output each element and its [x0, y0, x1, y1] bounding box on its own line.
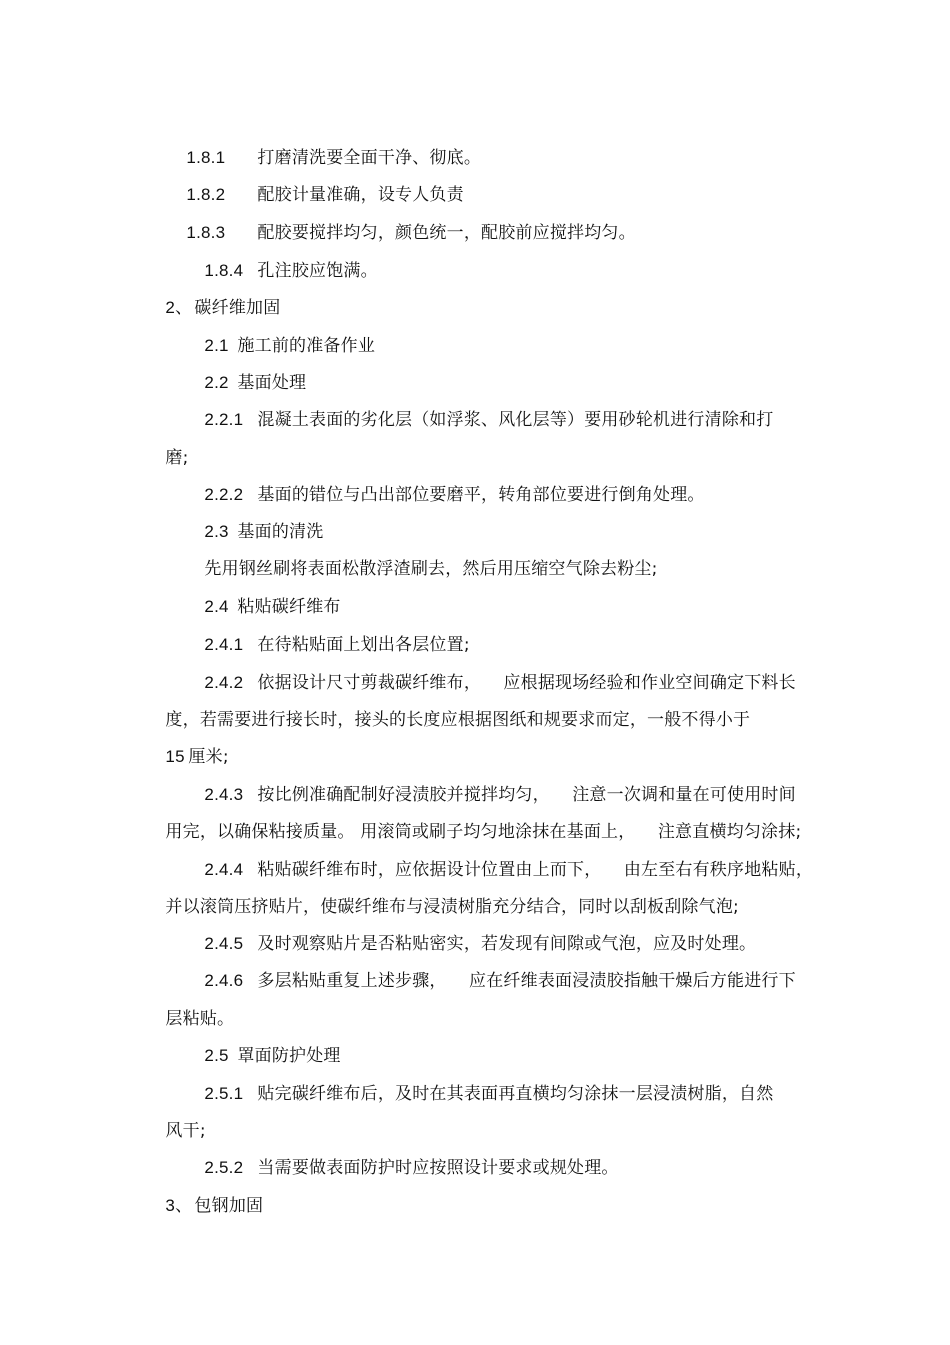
item-text: 先用钢丝刷将表面松散浮渣刷去，然后用压缩空气除去粉尘;: [204, 559, 658, 579]
item-text: 基面的错位与凸出部位要磨平，转角部位要进行倒角处理。: [257, 485, 705, 505]
section-number: 3、: [165, 1196, 193, 1215]
item-text: 风干;: [165, 1121, 206, 1141]
item-number: 1.8.3: [186, 223, 226, 242]
item-number: 1.8.1: [186, 148, 226, 167]
item-number: 2.2: [204, 373, 229, 392]
item-number: 2.3: [204, 522, 229, 541]
item-text: 基面的清洗: [237, 522, 324, 542]
item-text: 混凝土表面的劣化层（如浮浆、风化层等）要用砂轮机进行清除和打: [257, 410, 774, 430]
item-text: 当需要做表面防护时应按照设计要求或规处理。: [257, 1158, 619, 1178]
item-text: 用完，以确保粘接质量。 用滚筒或刷子均匀地涂抹在基面上， 注意直横均匀涂抹;: [165, 822, 802, 842]
item-number: 2.4.3: [204, 785, 244, 804]
item-text: 依据设计尺寸剪裁碳纤维布， 应根据现场经验和作业空间确定下料长: [257, 673, 796, 693]
item-number: 2.5.1: [204, 1084, 244, 1103]
item-text: 贴完碳纤维布后，及时在其表面再直横均匀涂抹一层浸渍树脂，自然: [257, 1084, 774, 1104]
item-text: 孔注胶应饱满。: [257, 261, 378, 281]
item-number: 2.5.2: [204, 1158, 244, 1177]
item-number: 1.8.4: [204, 261, 244, 280]
section-title: 碳纤维加固: [194, 298, 281, 318]
item-text: 厘米;: [188, 747, 229, 767]
item-number: 2.4.6: [204, 971, 244, 990]
item-text: 打磨清洗要全面干净、彻底。: [257, 148, 482, 168]
item-2-4-2-cont: [143, 687, 750, 753]
item-text: 配胶计量准确，设专人负责: [257, 185, 464, 205]
item-text: 并以滚筒压挤贴片，使碳纤维布与浸渍树脂充分结合，同时以刮板刮除气泡;: [165, 897, 739, 917]
item-number: 1.8.2: [186, 185, 226, 204]
item-text: 及时观察贴片是否粘贴密实，若发现有间隙或气泡，应及时处理。: [257, 934, 757, 954]
item-text: 粘贴碳纤维布时，应依据设计位置由上而下， 由左至右有秩序地粘贴，: [257, 860, 814, 880]
item-text: 在待粘贴面上划出各层位置;: [257, 635, 470, 655]
item-text: 层粘贴。: [165, 1009, 235, 1029]
item-text: 多层粘贴重复上述步骤， 应在纤维表面浸渍胶指触干燥后方能进行下: [257, 971, 796, 991]
item-text: 配胶要搅拌均匀，颜色统一，配胶前应搅拌均匀。: [257, 223, 636, 243]
item-text: 施工前的准备作业: [237, 336, 376, 356]
item-2-4-6: [182, 948, 796, 1014]
item-number: 2.2.2: [204, 485, 244, 504]
section-heading-3: [143, 1173, 263, 1239]
item-text: 磨;: [165, 448, 189, 468]
item-text: 基面处理: [237, 373, 307, 393]
item-2-5-1: [182, 1061, 773, 1127]
item-text: 按比例准确配制好浸渍胶并搅拌均匀， 注意一次调和量在可使用时间: [257, 785, 796, 805]
item-text: 度，若需要进行接长时，接头的长度应根据图纸和规要求而定，一般不得小于: [165, 710, 751, 730]
item-number: 2.4.2: [204, 673, 244, 692]
item-number: 2.5: [204, 1046, 229, 1065]
item-number: 2.4.4: [204, 860, 244, 879]
item-number: 2.4.5: [204, 934, 244, 953]
item-number: 2.4.1: [204, 635, 244, 654]
item-number: 2.4: [204, 597, 229, 616]
section-number: 2、: [165, 298, 193, 317]
item-number: 2.2.1: [204, 410, 244, 429]
item-number: 15: [165, 747, 185, 766]
section-title: 包钢加固: [194, 1196, 264, 1216]
item-text: 罩面防护处理: [237, 1046, 341, 1066]
item-text: 粘贴碳纤维布: [237, 597, 341, 617]
item-2-2-1: [182, 387, 773, 453]
item-number: 2.1: [204, 336, 229, 355]
